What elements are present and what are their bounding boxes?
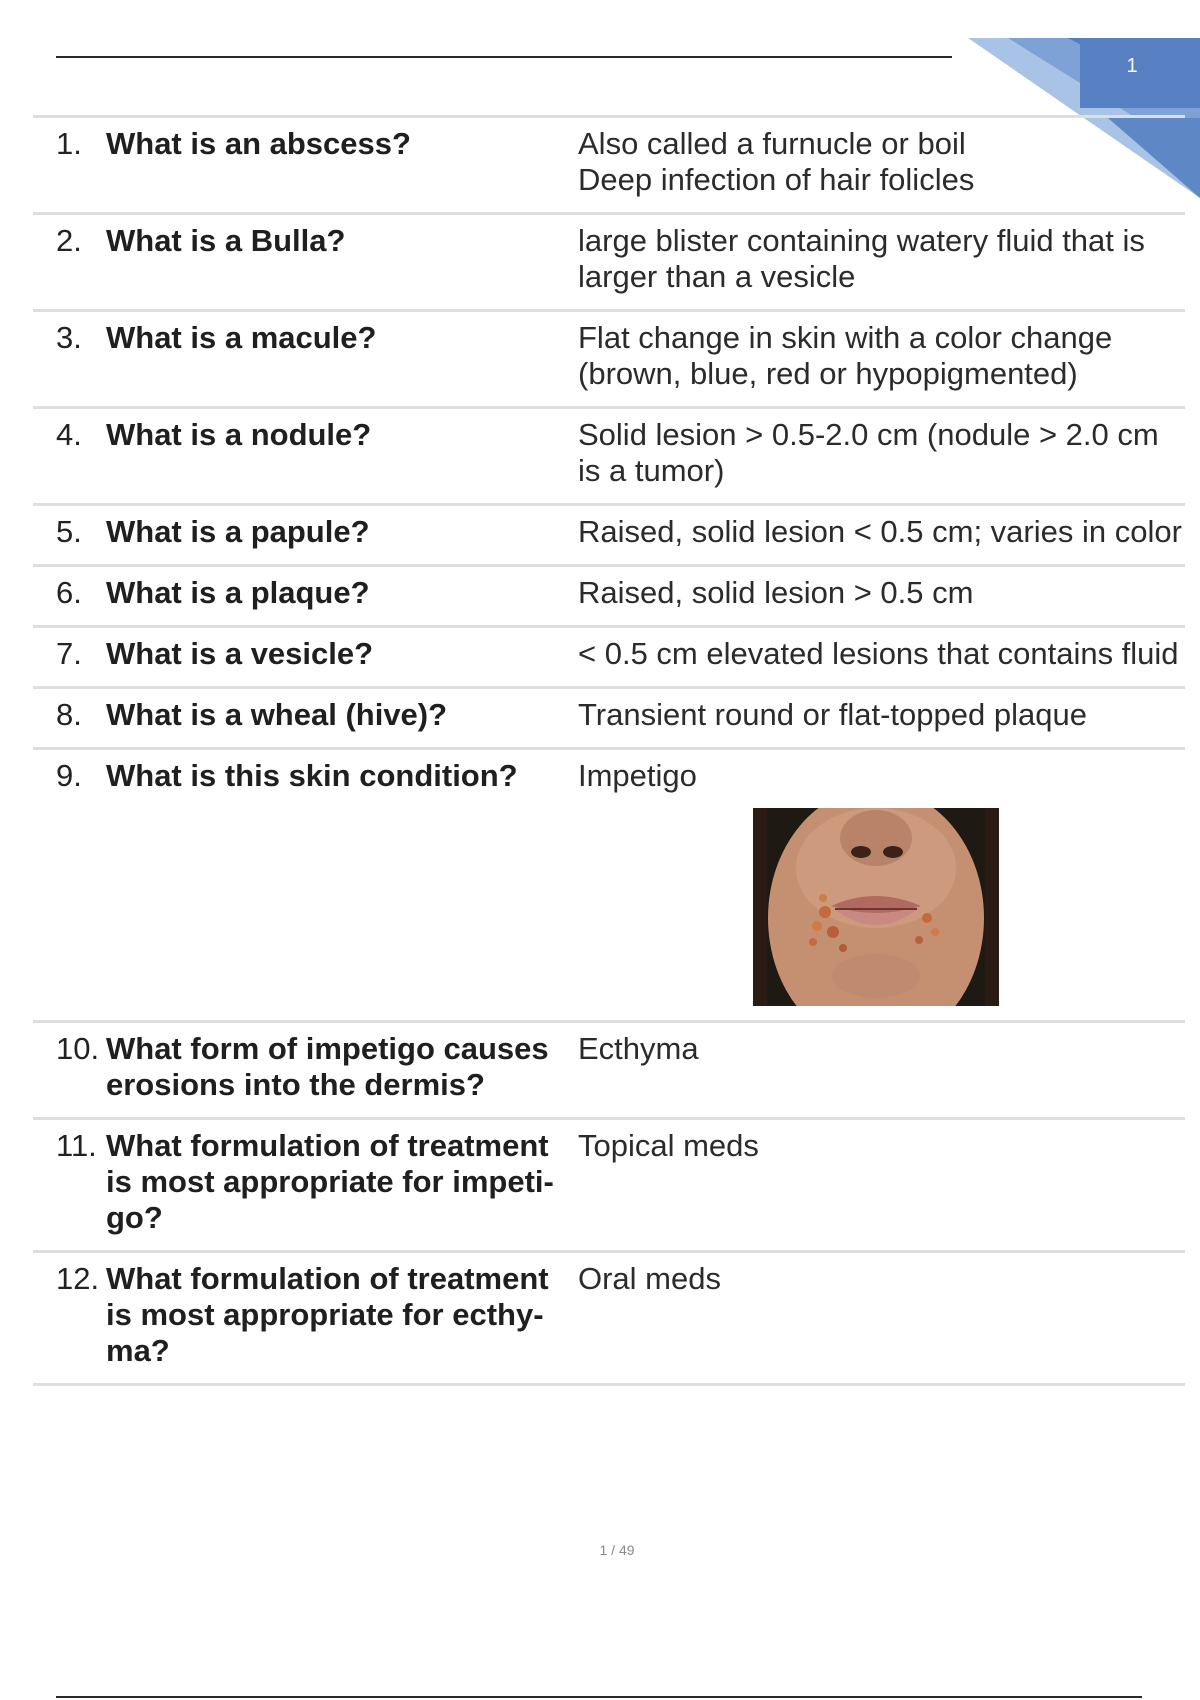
answer-text: Transient round or flat-topped plaque	[578, 697, 1087, 732]
answer-cell	[578, 749, 1185, 1022]
qa-table-body	[33, 117, 1185, 1385]
item-number-cell	[33, 1022, 106, 1119]
question-text: What formulation of treatment is most appropriate for ecthy-ma?	[106, 1252, 578, 1385]
item-number: 11.	[56, 1128, 97, 1163]
header-rule	[56, 56, 952, 58]
question-text: What is a papule?	[106, 505, 578, 566]
question-text: What is an abscess?	[106, 117, 578, 214]
item-number-cell	[33, 311, 106, 408]
item-number: 7.	[56, 636, 82, 671]
item-number: 4.	[56, 417, 82, 452]
item-number: 2.	[56, 223, 82, 258]
item-number-cell	[33, 627, 106, 688]
item-number-cell	[33, 214, 106, 311]
question-text: What formulation of treatment is most appropriate for impeti-go?	[106, 1119, 578, 1252]
qa-row-7	[33, 627, 1185, 688]
item-number-cell	[33, 566, 106, 627]
answer-text: Flat change in skin with a color change (brown, blue, red or hypopigmented)	[578, 320, 1113, 391]
item-number: 3.	[56, 320, 82, 355]
question-text: What is a vesicle?	[106, 627, 578, 688]
question-text: What is a plaque?	[106, 566, 578, 627]
item-number: 8.	[56, 697, 82, 732]
qa-row-5	[33, 505, 1185, 566]
answer-text: Ecthyma	[578, 1031, 699, 1066]
item-number-cell	[33, 1252, 106, 1385]
item-number: 12.	[56, 1261, 100, 1296]
impetigo-photo	[753, 808, 999, 1006]
page-indicator: 1 / 49	[599, 1542, 635, 1558]
answer-cell	[578, 688, 1185, 749]
question-text: What is a nodule?	[106, 408, 578, 505]
qa-row-11	[33, 1119, 1185, 1252]
answer-cell	[578, 311, 1185, 408]
qa-row-3	[33, 311, 1185, 408]
item-number: 6.	[56, 575, 82, 610]
answer-text: large blister containing watery fluid that is larger than a vesicle	[578, 223, 1145, 294]
item-number-cell	[33, 688, 106, 749]
item-number: 9.	[56, 758, 82, 793]
item-number-cell	[33, 117, 106, 214]
qa-row-9	[33, 749, 1185, 1022]
item-number-cell	[33, 408, 106, 505]
question-text: What is this skin condition?	[106, 749, 578, 1022]
item-number-cell	[33, 749, 106, 1022]
answer-text: Topical meds	[578, 1128, 759, 1163]
answer-cell	[578, 408, 1185, 505]
answer-text: Raised, solid lesion < 0.5 cm; varies in color	[578, 514, 1182, 549]
qa-row-2	[33, 214, 1185, 311]
page-number: 1	[1126, 55, 1138, 77]
answer-text: Deep infection of hair folicles	[578, 162, 975, 197]
qa-row-12	[33, 1252, 1185, 1385]
qa-row-1	[33, 117, 1185, 214]
answer-text: Impetigo	[578, 758, 697, 793]
answer-text: < 0.5 cm elevated lesions that contains fluid	[578, 636, 1179, 671]
question-text: What form of impetigo causes erosions into the dermis?	[106, 1022, 578, 1119]
answer-cell	[578, 1022, 1185, 1119]
question-text: What is a macule?	[106, 311, 578, 408]
item-number: 10.	[56, 1031, 100, 1066]
answer-cell	[578, 1119, 1185, 1252]
footer-rule	[56, 1696, 1142, 1698]
item-number-cell	[33, 505, 106, 566]
answer-cell	[578, 566, 1185, 627]
answer-cell	[578, 1252, 1185, 1385]
answer-text: Oral meds	[578, 1261, 721, 1296]
answer-cell	[578, 214, 1185, 311]
answer-cell	[578, 627, 1185, 688]
qa-row-8	[33, 688, 1185, 749]
qa-table	[33, 115, 1185, 1386]
answer-text: Raised, solid lesion > 0.5 cm	[578, 575, 974, 610]
question-text: What is a wheal (hive)?	[106, 688, 578, 749]
answer-text: Solid lesion > 0.5-2.0 cm (nodule > 2.0 cm is a tumor)	[578, 417, 1159, 488]
item-number-cell	[33, 1119, 106, 1252]
answer-cell	[578, 117, 1185, 214]
answer-cell	[578, 505, 1185, 566]
answer-text: Also called a furnucle or boil	[578, 126, 966, 161]
qa-row-6	[33, 566, 1185, 627]
item-number: 5.	[56, 514, 82, 549]
qa-row-4	[33, 408, 1185, 505]
qa-row-10	[33, 1022, 1185, 1119]
question-text: What is a Bulla?	[106, 214, 578, 311]
item-number: 1.	[56, 126, 82, 161]
